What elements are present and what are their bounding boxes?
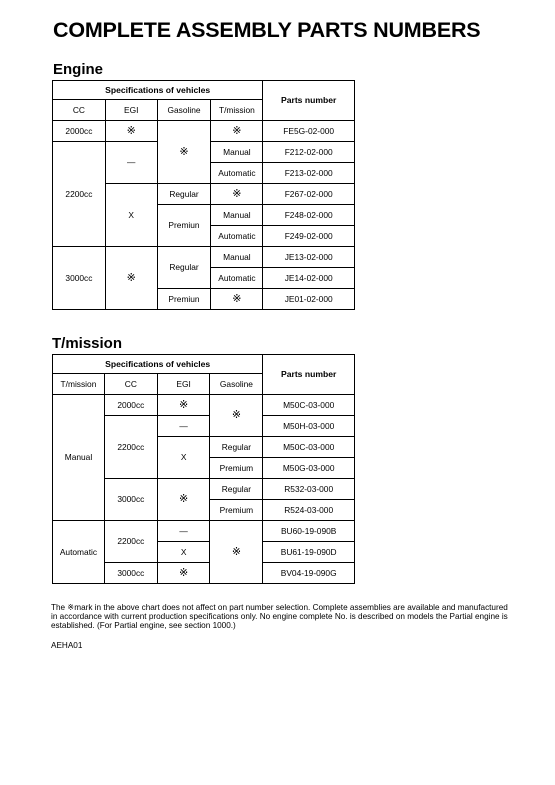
col-egi: EGI (157, 374, 210, 395)
tmission-spec-header: Specifications of vehicles (53, 355, 263, 374)
mark-symbol: ※ (157, 121, 211, 184)
mark-symbol: ※ (105, 247, 157, 310)
mark-symbol: ※ (210, 395, 263, 437)
part-number: JE14-02-000 (263, 268, 355, 289)
tmission-cell: Manual (211, 142, 263, 163)
cc-cell: 2200cc (104, 416, 157, 479)
part-number: M50C-03-000 (263, 437, 355, 458)
x-symbol: X (157, 542, 210, 563)
tmission-cell: Automatic (211, 268, 263, 289)
engine-parts-header: Parts number (263, 81, 355, 121)
gasoline-cell: Premiun (157, 205, 211, 247)
engine-heading: Engine (53, 61, 104, 78)
document-code: AEHA01 (51, 641, 83, 650)
tmission-cell: Automatic (53, 521, 105, 584)
part-number: R524-03-000 (263, 500, 355, 521)
page-title: COMPLETE ASSEMBLY PARTS NUMBERS (53, 18, 481, 42)
part-number: FE5G-02-000 (263, 121, 355, 142)
part-number: R532-03-000 (263, 479, 355, 500)
tmission-cell: Manual (211, 247, 263, 268)
mark-symbol: ※ (105, 121, 157, 142)
dash-symbol: — (105, 142, 157, 184)
part-number: JE13-02-000 (263, 247, 355, 268)
part-number: F249-02-000 (263, 226, 355, 247)
gasoline-cell: Premium (210, 500, 263, 521)
part-number: BU61-19-090D (263, 542, 355, 563)
footnote: The ※mark in the above chart does not affect on part number selection. Complete assemblies are available and manufactured in accordance with current production specifications only. No engine complete No. is described on models the Partial engine is established. (For Partial engine, see section 1000.) (51, 603, 508, 630)
gasoline-cell: Regular (157, 247, 211, 289)
dash-symbol: — (157, 416, 210, 437)
col-tmission: T/mission (211, 100, 263, 121)
mark-symbol: ※ (157, 395, 210, 416)
part-number: M50G-03-000 (263, 458, 355, 479)
gasoline-cell: Regular (210, 437, 263, 458)
part-number: F267-02-000 (263, 184, 355, 205)
gasoline-cell: Regular (210, 479, 263, 500)
tmission-cell: Manual (211, 205, 263, 226)
part-number: F248-02-000 (263, 205, 355, 226)
part-number: F212-02-000 (263, 142, 355, 163)
engine-parts-table (52, 80, 355, 310)
part-number: BV04-19-090G (263, 563, 355, 584)
dash-symbol: — (157, 521, 210, 542)
mark-symbol: ※ (157, 563, 210, 584)
x-symbol: X (157, 437, 210, 479)
engine-spec-header: Specifications of vehicles (53, 81, 263, 100)
col-cc: CC (53, 100, 106, 121)
mark-symbol: ※ (211, 289, 263, 310)
tmission-cell: Automatic (211, 226, 263, 247)
mark-symbol: ※ (211, 184, 263, 205)
cc-cell: 2200cc (104, 521, 157, 563)
col-tmission: T/mission (53, 374, 105, 395)
tmission-cell: Manual (53, 395, 105, 521)
part-number: BU60-19-090B (263, 521, 355, 542)
mark-symbol: ※ (210, 521, 263, 584)
col-cc: CC (104, 374, 157, 395)
col-gasoline: Gasoline (157, 100, 211, 121)
part-number: JE01-02-000 (263, 289, 355, 310)
mark-symbol: ※ (211, 121, 263, 142)
part-number: F213-02-000 (263, 163, 355, 184)
part-number: M50C-03-000 (263, 395, 355, 416)
tmission-parts-table (52, 354, 355, 584)
tmission-cell: Automatic (211, 163, 263, 184)
x-symbol: X (105, 184, 157, 247)
cc-cell: 2200cc (53, 142, 106, 247)
gasoline-cell: Premiun (157, 289, 211, 310)
col-egi: EGI (105, 100, 157, 121)
cc-cell: 2000cc (53, 121, 106, 142)
part-number: M50H-03-000 (263, 416, 355, 437)
tmission-heading: T/mission (52, 335, 123, 352)
cc-cell: 3000cc (104, 563, 157, 584)
cc-cell: 3000cc (53, 247, 106, 310)
cc-cell: 3000cc (104, 479, 157, 521)
gasoline-cell: Premium (210, 458, 263, 479)
mark-symbol: ※ (157, 479, 210, 521)
tmission-parts-header: Parts number (263, 355, 355, 395)
gasoline-cell: Regular (157, 184, 211, 205)
cc-cell: 2000cc (104, 395, 157, 416)
col-gasoline: Gasoline (210, 374, 263, 395)
